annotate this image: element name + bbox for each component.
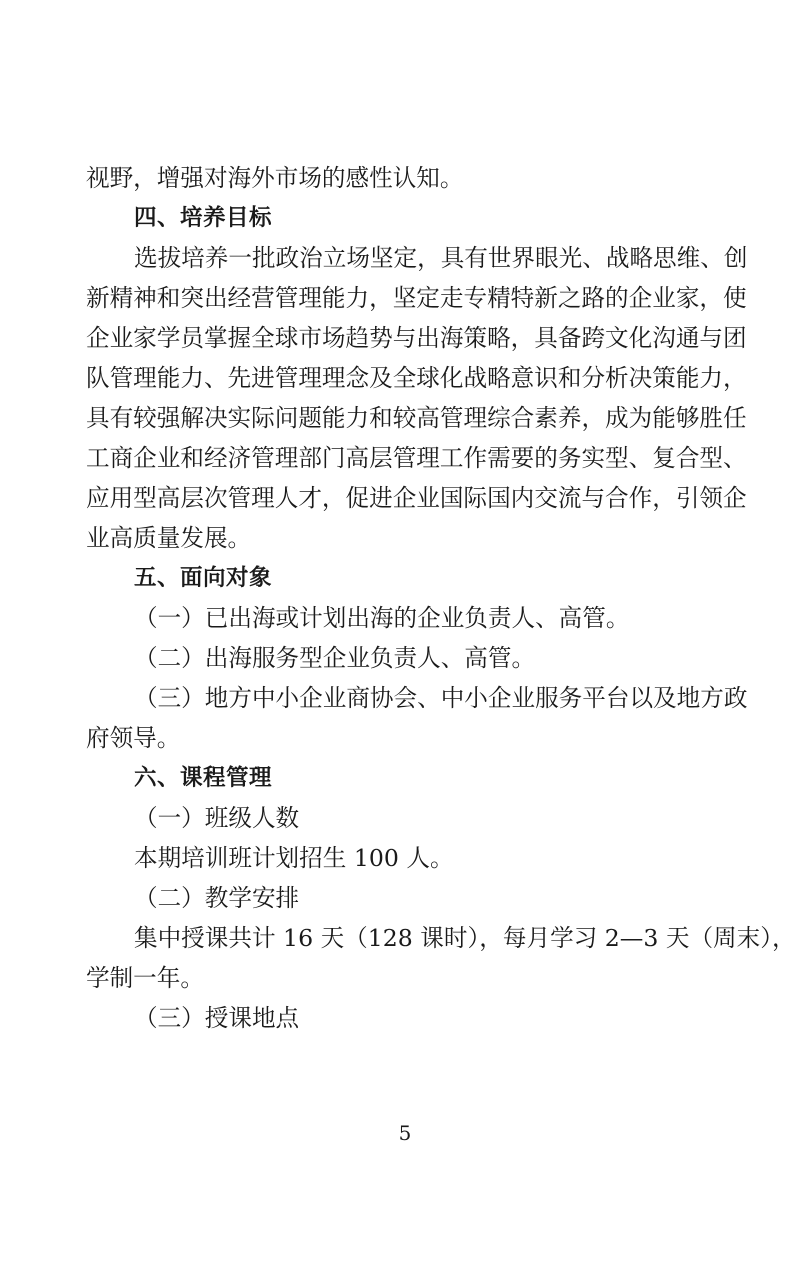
subheading-teaching-location: （三）授课地点 — [134, 1004, 300, 1032]
subheading-class-size: （一）班级人数 — [134, 804, 300, 832]
page-number: 5 — [398, 1121, 412, 1145]
list-item: （二）出海服务型企业负责人、高管。 — [134, 644, 536, 672]
paragraph-line: 应用型高层次管理人才，促进企业国际国内交流与合作，引领企 — [86, 484, 747, 512]
list-item-continuation: 府领导。 — [86, 724, 181, 752]
section-heading-target-audience: 五、面向对象 — [134, 565, 273, 591]
paragraph-line: 本期培训班计划招生 100 人。 — [134, 844, 454, 872]
section-heading-course-management: 六、课程管理 — [134, 765, 273, 791]
paragraph-line: 集中授课共计 16 天（128 课时），每月学习 2—3 天（周末）， — [134, 924, 796, 952]
paragraph-line: 队管理能力、先进管理理念及全球化战略意识和分析决策能力， — [86, 364, 747, 392]
list-item: （三）地方中小企业商协会、中小企业服务平台以及地方政 — [134, 684, 748, 712]
paragraph-line: 学制一年。 — [86, 964, 204, 992]
subheading-teaching-arrangement: （二）教学安排 — [134, 884, 300, 912]
section-heading-training-goals: 四、培养目标 — [134, 205, 273, 231]
paragraph-line: 企业家学员掌握全球市场趋势与出海策略，具备跨文化沟通与团 — [86, 324, 747, 352]
paragraph-line: 业高质量发展。 — [86, 524, 252, 552]
list-item: （一）已出海或计划出海的企业负责人、高管。 — [134, 604, 630, 632]
paragraph-line: 具有较强解决实际问题能力和较高管理综合素养，成为能够胜任 — [86, 404, 747, 432]
paragraph-line: 选拔培养一批政治立场坚定，具有世界眼光、战略思维、创 — [134, 244, 748, 272]
paragraph-line: 视野，增强对海外市场的感性认知。 — [86, 164, 464, 192]
paragraph-line: 新精神和突出经营管理能力，坚定走专精特新之路的企业家，使 — [86, 284, 747, 312]
paragraph-line: 工商企业和经济管理部门高层管理工作需要的务实型、复合型、 — [86, 444, 747, 472]
